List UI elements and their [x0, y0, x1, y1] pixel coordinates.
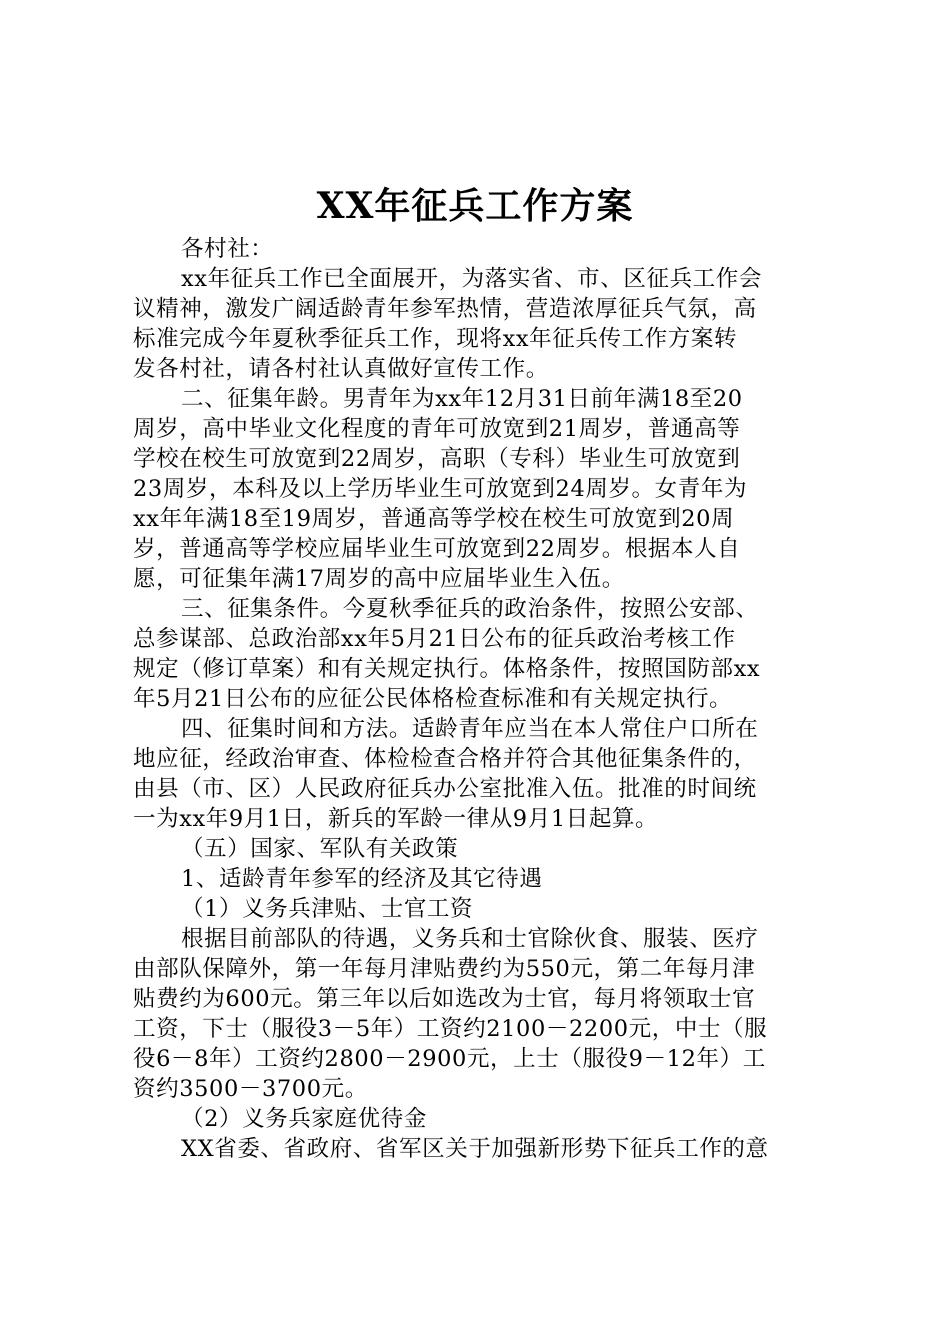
- body-line: （1）义务兵津贴、士官工资: [181, 896, 474, 922]
- body-line: xx年年满18至19周岁，普通高等学校在校生可放宽到20周: [133, 506, 735, 532]
- body-line: 资约3500－3700元。: [133, 1076, 368, 1102]
- body-line: 23周岁，本科及以上学历毕业生可放宽到24周岁。女青年为: [133, 476, 748, 502]
- body-line: 愿，可征集年满17周岁的高中应届毕业生入伍。: [133, 566, 625, 592]
- body-line: 标准完成今年夏秋季征兵工作，现将xx年征兵传工作方案转: [133, 326, 738, 352]
- body-line: 1、适龄青年参军的经济及其它待遇: [181, 866, 543, 892]
- body-line: 地应征，经政治审查、体检检查合格并符合其他征集条件的，: [133, 746, 757, 772]
- body-line: 各村社：: [181, 236, 274, 262]
- body-line: 一为xx年9月1日，新兵的军龄一律从9月1日起算。: [133, 806, 659, 832]
- body-line: 年5月21日公布的应征公民体格检查标准和有关规定执行。: [133, 686, 733, 712]
- body-line: 议精神，激发广阔适龄青年参军热情，营造浓厚征兵气氛，高: [133, 296, 757, 322]
- body-line: 由县（市、区）人民政府征兵办公室批准入伍。批准的时间统: [133, 776, 757, 802]
- body-line: 岁，普通高等学校应届毕业生可放宽到22周岁。根据本人自: [133, 536, 741, 562]
- body-line: 周岁，高中毕业文化程度的青年可放宽到21周岁，普通高等: [133, 416, 741, 442]
- body-line: 工资，下士（服役3－5年）工资约2100－2200元，中士（服: [133, 1016, 768, 1042]
- body-line: 役6－8年）工资约2800－2900元，上士（服役9－12年）工: [133, 1046, 766, 1072]
- body-line: xx年征兵工作已全面展开，为落实省、市、区征兵工作会: [181, 266, 762, 292]
- document-body: [133, 234, 833, 1164]
- body-line: （2）义务兵家庭优待金: [181, 1106, 427, 1132]
- body-line: 由部队保障外，第一年每月津贴费约为550元，第二年每月津: [133, 956, 756, 982]
- body-line: 四、征集时间和方法。适龄青年应当在本人常住户口所在: [181, 716, 759, 742]
- body-line: 规定（修订草案）和有关规定执行。体格条件，按照国防部xx: [133, 656, 761, 682]
- body-line: 发各村社，请各村社认真做好宣传工作。: [133, 356, 549, 382]
- document-title: XX年征兵工作方案: [316, 185, 634, 227]
- body-line: 总参谋部、总政治部xx年5月21日公布的征兵政治考核工作: [133, 626, 736, 652]
- body-line: 二、征集年龄。男青年为xx年12月31日前年满18至20: [181, 386, 743, 412]
- body-line: 学校在校生可放宽到22周岁，高职（专科）毕业生可放宽到: [133, 446, 741, 472]
- body-line: （五）国家、军队有关政策: [181, 836, 459, 862]
- body-line: 贴费约为600元。第三年以后如选改为士官，每月将领取士官: [133, 986, 756, 1012]
- body-line: 三、征集条件。今夏秋季征兵的政治条件，按照公安部、: [181, 596, 759, 622]
- body-line: XX省委、省政府、省军区关于加强新形势下征兵工作的意: [181, 1136, 769, 1162]
- body-line: 根据目前部队的待遇，义务兵和士官除伙食、服装、医疗: [181, 926, 759, 952]
